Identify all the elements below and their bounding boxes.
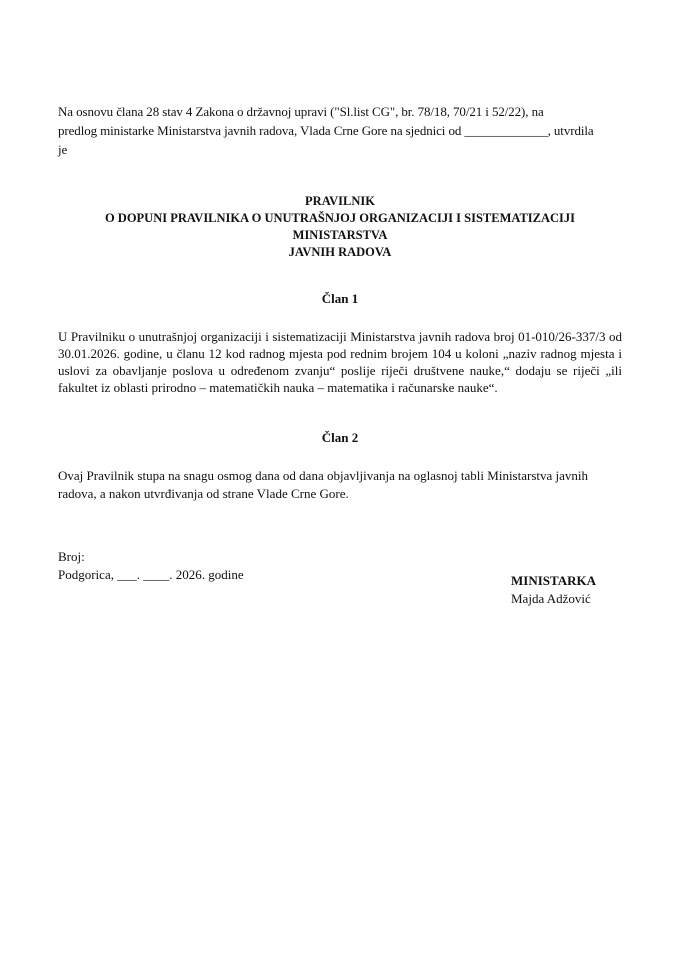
title-line-2: O DOPUNI PRAVILNIKA O UNUTRAŠNJOJ ORGANIZACIJI I SISTEMATIZACIJI MINISTARSTVA (104, 211, 576, 242)
document-page (58, 102, 622, 584)
preamble-line-3: je (58, 142, 68, 157)
article-1-heading: Član 1 (321, 291, 359, 306)
title-line-3: JAVNIH RADOVA (288, 245, 392, 259)
article-2-body: Ovaj Pravilnik stupa na snagu osmog dana od dana objavljivanja na oglasnoj tabli Ministarstva javnih radova, a nakon utvrđivanja od strane Vlade Crne Gore. (58, 468, 589, 501)
signature-block (511, 572, 596, 608)
article-1-body: U Pravilniku o unutrašnjoj organizaciji i sistematizaciji Ministarstva javnih radova broj 01-010/26-337/3 od 30.01.2026. godine, u članu 12 kod radnog mjesta pod rednim brojem 104 u koloni „naziv radnog mjesta i uslovi za obavljanje poslova u određenom zvanju“ poslije riječi društvene nauke,“ dodaju se riječi „ili fakultet iz oblasti prirodno – matematičkih nauka – matematika i računarske nauke“. (58, 329, 622, 395)
reference-number: Broj: (58, 549, 85, 564)
title-line-1: PRAVILNIK (305, 194, 375, 208)
article-2-heading: Član 2 (321, 430, 359, 445)
preamble (58, 102, 622, 159)
document-title (58, 193, 622, 261)
place-date: Podgorica, ___. ____. 2026. godine (58, 567, 244, 582)
signature-name: Majda Adžović (511, 591, 591, 606)
preamble-line-2: predlog ministarke Ministarstva javnih radova, Vlada Crne Gore na sjednici od _____________, utvrdila (58, 123, 594, 138)
preamble-line-1: Na osnovu člana 28 stav 4 Zakona o državnoj upravi ("Sl.list CG", br. 78/18, 70/21 i 52/22), na (58, 104, 544, 119)
signature-role: MINISTARKA (511, 573, 596, 588)
